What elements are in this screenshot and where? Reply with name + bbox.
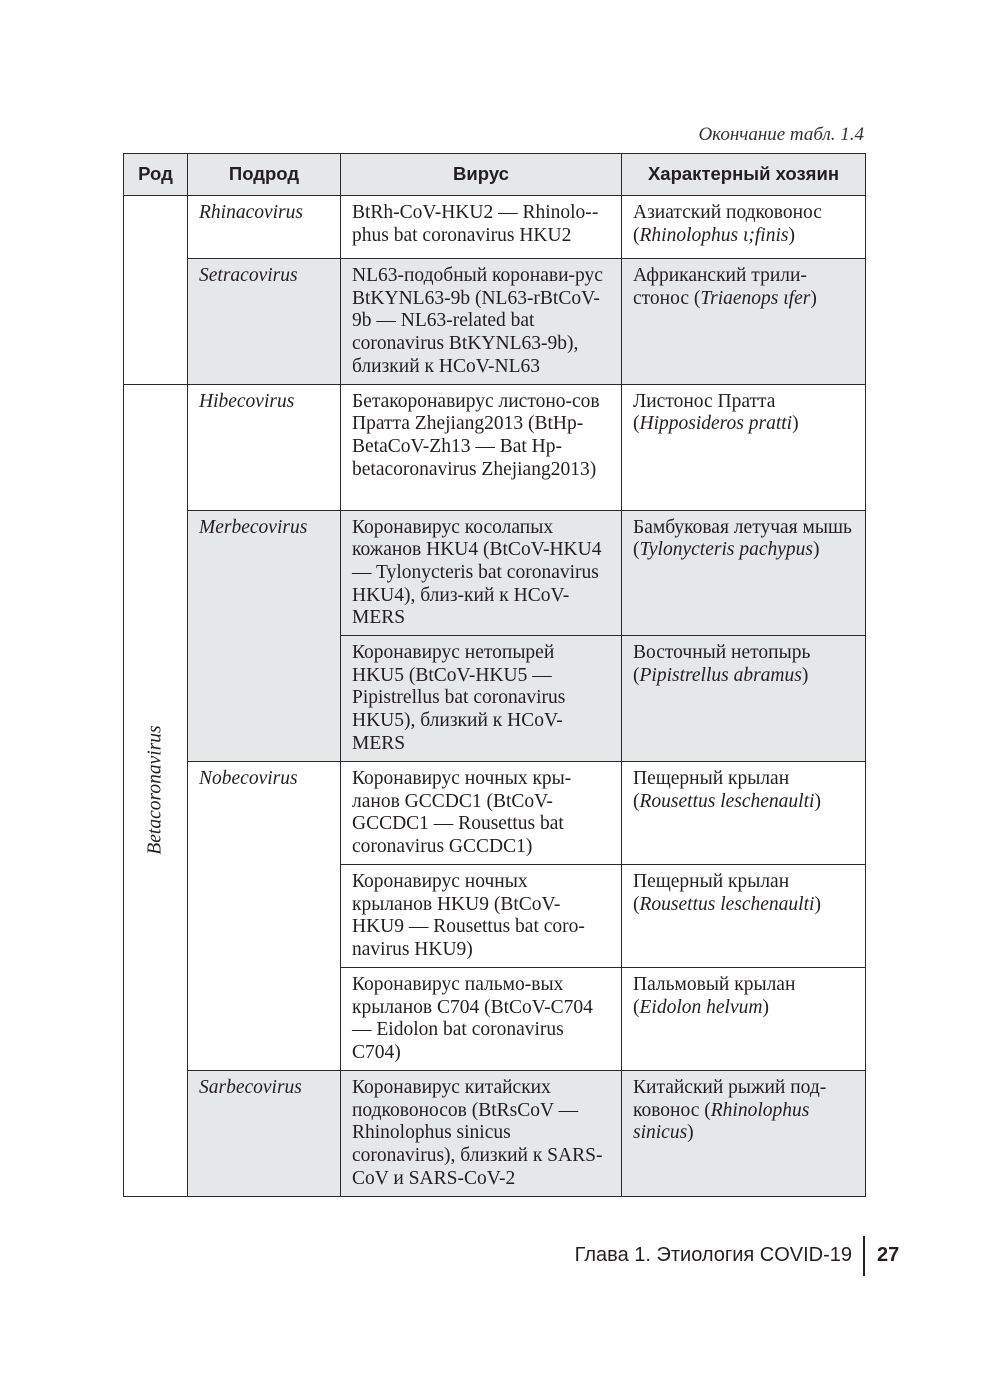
virus-cell: Бетакоронавирус листоно-сов Пратта Zhejiang2013 (BtHp-BetaCoV-Zh13 — Bat Hp-betacoronavirus Zhejiang2013) bbox=[341, 384, 622, 510]
host-cell bbox=[622, 968, 866, 1071]
virus-cell: Коронавирус китайских подковоносов (BtRsCoV — Rhinolophus sinicus coronavirus), близкий к SARS-CoV и SARS-CoV-2 bbox=[341, 1071, 622, 1197]
paren: ) bbox=[814, 893, 821, 915]
subgenus-cell: Sarbecovirus bbox=[188, 1071, 341, 1197]
host-latin-name: Hipposideros pratti bbox=[639, 413, 793, 435]
paren: ) bbox=[788, 224, 795, 246]
host-common-name: Пещерный крылан ( bbox=[633, 768, 790, 812]
virus-cell: Коронавирус ночных кры-ланов GCCDC1 (BtCoV-GCCDC1 — Rousettus bat coronavirus GCCDC1) bbox=[341, 762, 622, 865]
genus-cell bbox=[124, 384, 188, 1196]
host-common-name: Африканский трили-стонос ( bbox=[633, 265, 807, 309]
paren: ) bbox=[814, 790, 821, 812]
header-host: Характерный хозяин bbox=[622, 154, 866, 196]
host-cell bbox=[622, 510, 866, 636]
header-virus: Вирус bbox=[341, 154, 622, 196]
genus-cell-empty bbox=[124, 196, 188, 385]
virus-cell: Коронавирус ночных крыланов HKU9 (BtCoV-HKU9 — Rousettus bat coro-navirus HKU9) bbox=[341, 865, 622, 968]
subgenus-cell: Merbecovirus bbox=[188, 510, 341, 762]
virus-cell: NL63-подобный коронави-рус BtKYNL63-9b (NL63-rBtCoV-9b — NL63-related bat coronavirus BtKYNL63-9b), близкий к HCoV-NL63 bbox=[341, 259, 622, 385]
host-cell bbox=[622, 384, 866, 510]
paren: ) bbox=[810, 287, 817, 309]
table-row bbox=[124, 762, 866, 865]
host-latin-name: Rousettus leschenaulti bbox=[639, 790, 815, 812]
table-row bbox=[124, 1071, 866, 1197]
running-footer-chapter: Глава 1. Этиология COVID-19 bbox=[574, 1244, 852, 1266]
host-cell bbox=[622, 762, 866, 865]
paren: ) bbox=[762, 996, 769, 1018]
header-genus: Род bbox=[124, 154, 188, 196]
host-common-name: Китайский рыжий под-ковонос ( bbox=[633, 1077, 827, 1121]
host-cell bbox=[622, 1071, 866, 1197]
host-latin-name: Rhinolophus ɩ;finis bbox=[639, 224, 789, 246]
host-latin-name: Pipistrellus abramus bbox=[639, 664, 802, 686]
host-cell bbox=[622, 259, 866, 385]
host-common-name: Азиатский подковонос ( bbox=[633, 202, 822, 246]
virus-cell: Коронавирус косолапых кожанов HKU4 (BtCoV-HKU4 — Tylonycteris bat coronavirus HKU4), близ-кий к HCoV-MERS bbox=[341, 510, 622, 636]
host-common-name: Пальмовый крылан ( bbox=[633, 974, 796, 1018]
host-common-name: Бамбуковая летучая мышь ( bbox=[633, 516, 852, 561]
footer-divider bbox=[863, 1236, 865, 1276]
table-row bbox=[124, 196, 866, 259]
paren: ) bbox=[792, 413, 799, 435]
host-common-name: Листонос Пратта ( bbox=[633, 390, 776, 435]
table-row bbox=[124, 384, 866, 510]
host-latin-name: Triaenops ɩfer bbox=[700, 287, 811, 309]
table-continuation-caption: Окончание табл. 1.4 bbox=[698, 124, 864, 145]
genus-label: Betacoronavirus bbox=[144, 725, 166, 855]
subgenus-cell: Nobecovirus bbox=[188, 762, 341, 1071]
host-cell bbox=[622, 636, 866, 762]
table-header-row bbox=[124, 154, 866, 196]
virus-cell: Коронавирус пальмо-вых крыланов C704 (BtCoV-C704 — Eidolon bat coronavirus C704) bbox=[341, 968, 622, 1071]
page-number: 27 bbox=[877, 1244, 900, 1266]
host-latin-name: Rousettus leschenaulti bbox=[639, 893, 815, 915]
subgenus-cell: Setracovirus bbox=[188, 259, 341, 385]
table-row bbox=[124, 259, 866, 385]
host-common-name: Восточный нетопырь ( bbox=[633, 642, 811, 686]
host-latin-name: Rhinolophus sinicus bbox=[633, 1099, 810, 1144]
table-row bbox=[124, 510, 866, 636]
host-cell bbox=[622, 865, 866, 968]
host-latin-name: Tylonycteris pachypus bbox=[639, 539, 813, 561]
subgenus-cell: Rhinacovirus bbox=[188, 196, 341, 259]
coronavirus-taxonomy-table bbox=[123, 153, 866, 1197]
paren: ) bbox=[687, 1122, 694, 1144]
header-subgenus: Подрод bbox=[188, 154, 341, 196]
paren: ) bbox=[812, 539, 820, 561]
subgenus-cell: Hibecovirus bbox=[188, 384, 341, 510]
virus-cell: BtRh-CoV-HKU2 — Rhinolo-phus bat coronavirus HKU2 bbox=[341, 196, 622, 259]
virus-cell: Коронавирус нетопырей HKU5 (BtCoV-HKU5 — Pipistrellus bat coronavirus HKU5), близкий к HCoV-MERS bbox=[341, 636, 622, 762]
paren: ) bbox=[801, 664, 809, 686]
host-common-name: Пещерный крылан ( bbox=[633, 871, 790, 915]
host-latin-name: Eidolon helvum bbox=[639, 996, 763, 1018]
host-cell bbox=[622, 196, 866, 259]
